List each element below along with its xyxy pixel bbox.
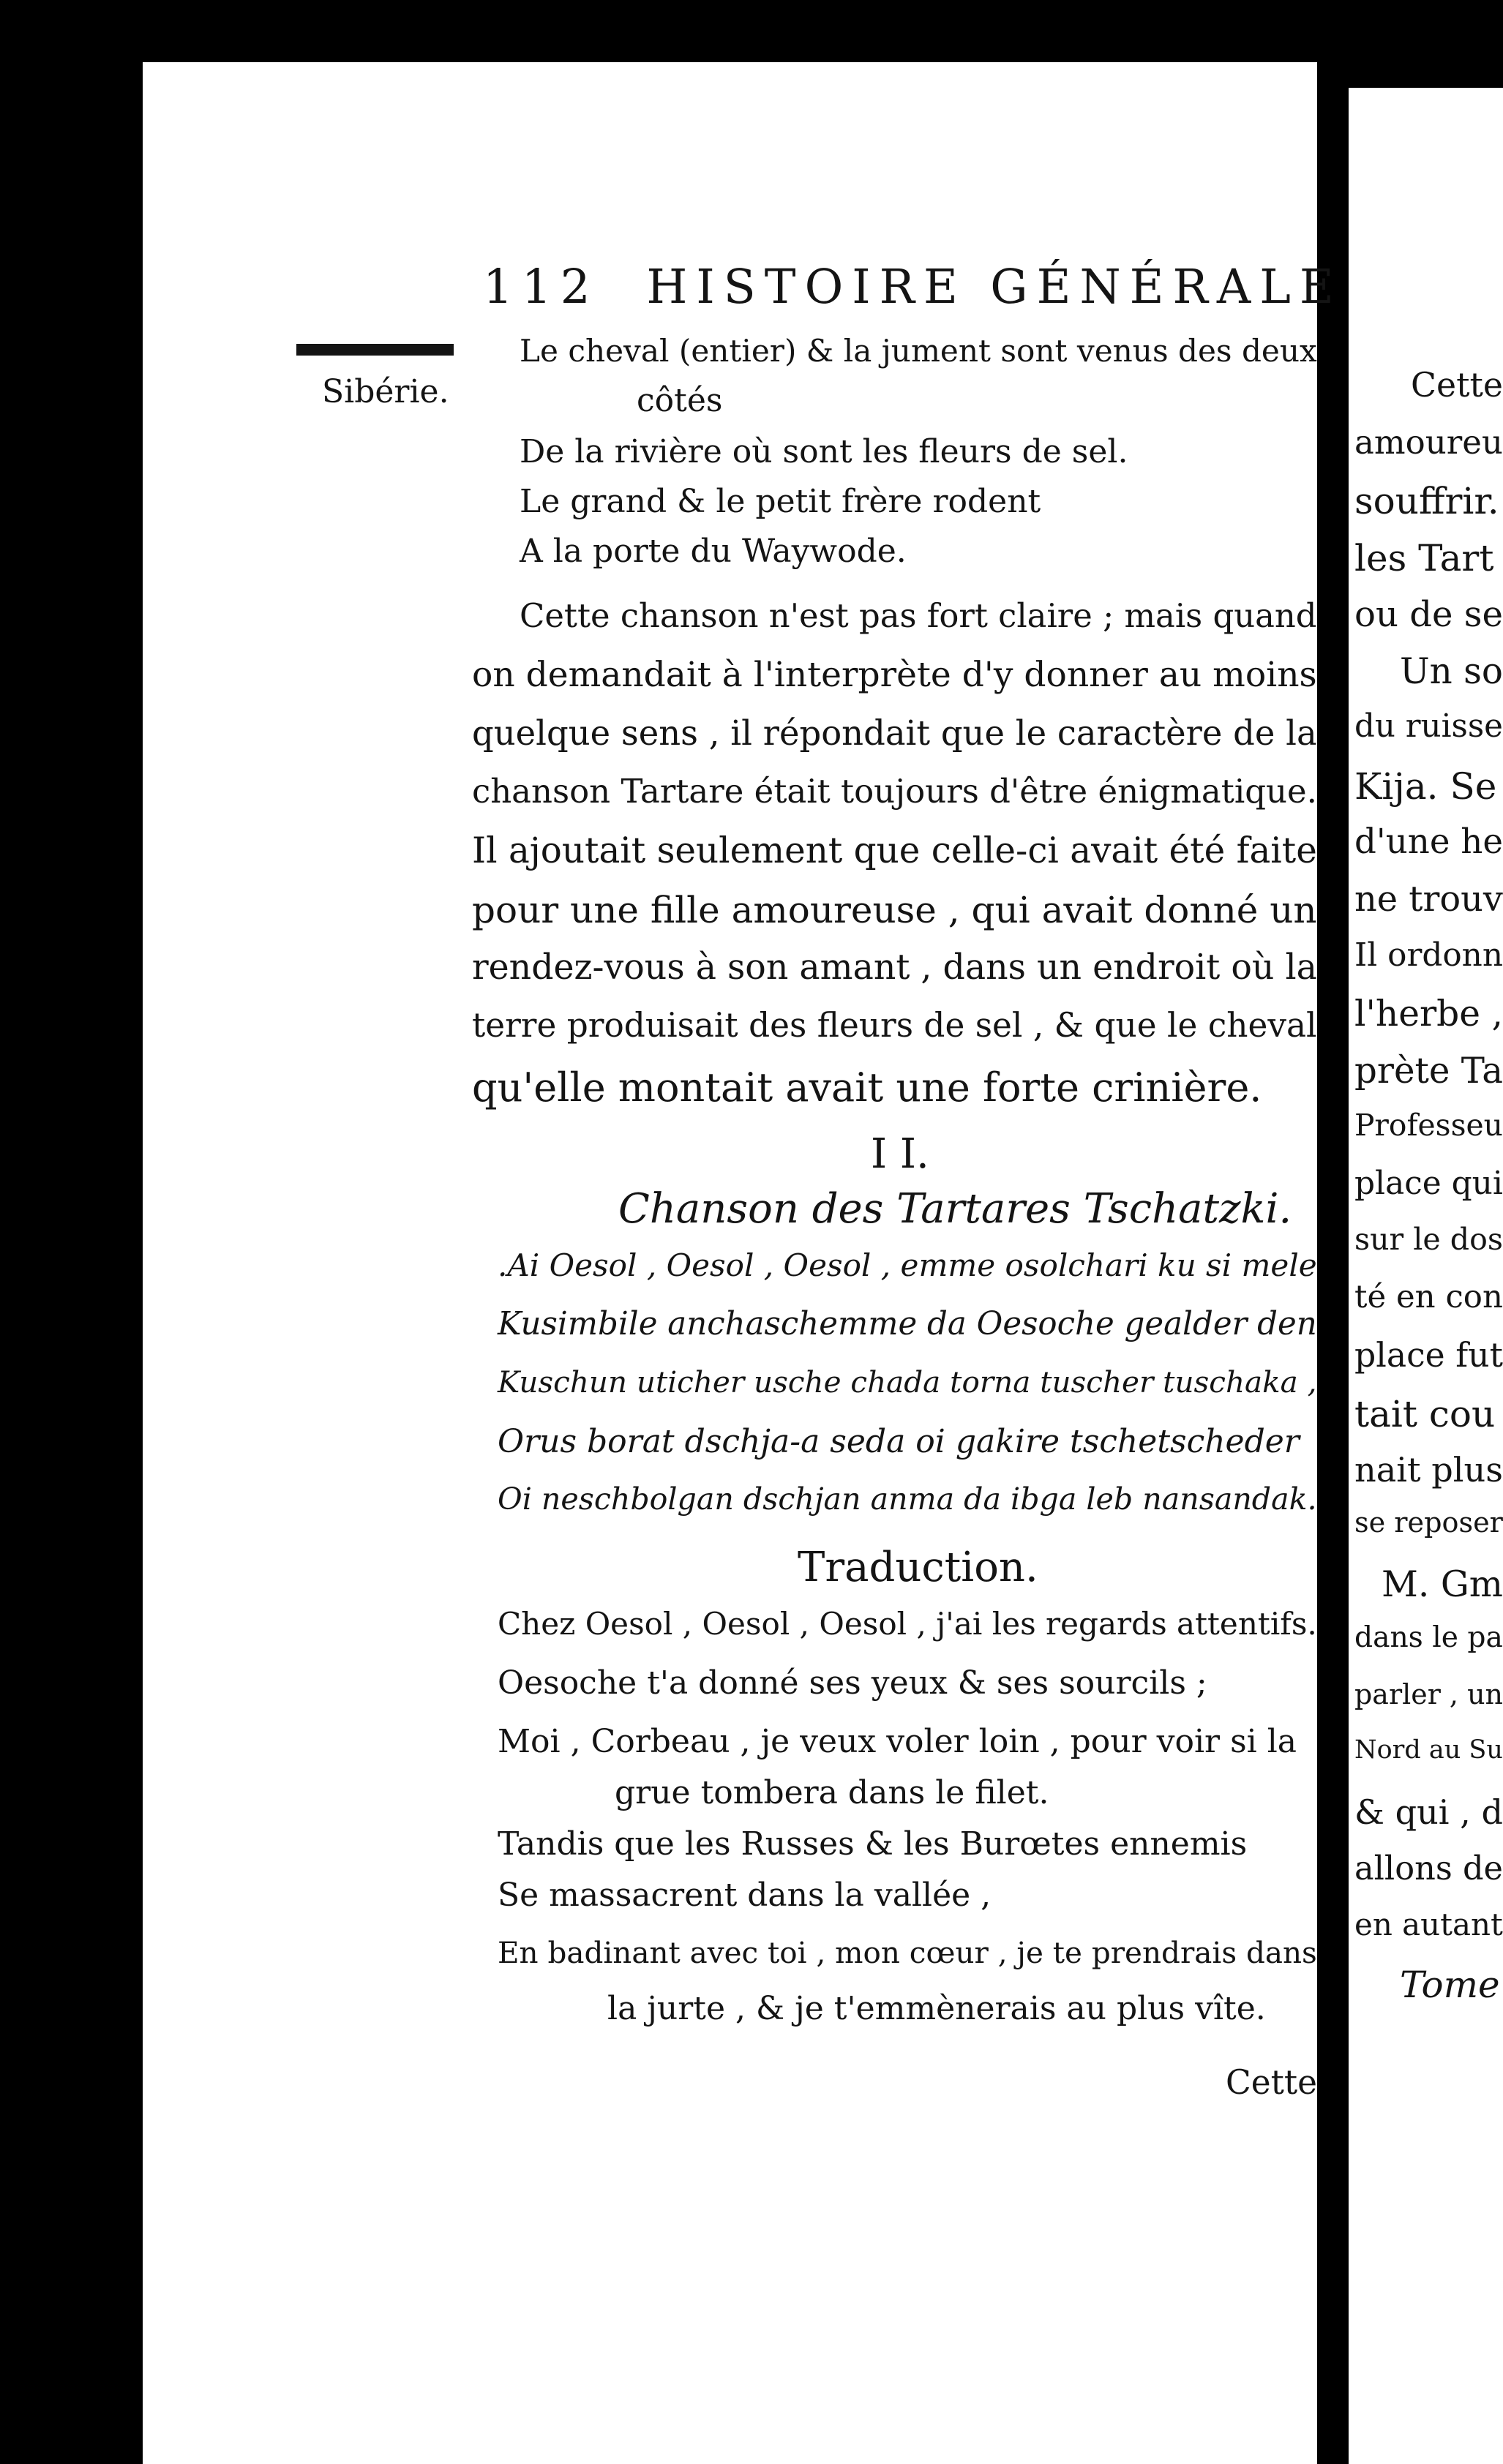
next-page-line: tait cou xyxy=(1354,1393,1496,1435)
running-head xyxy=(483,260,1343,315)
translation-line: Chez Oesol , Oesol , Oesol , j'ai les regards attentifs. xyxy=(498,1606,1317,1642)
next-page-line: parler , un xyxy=(1354,1678,1503,1710)
paragraph-line: qu'elle montait avait une forte crinière. xyxy=(472,1064,1262,1111)
next-page-line: amoureu xyxy=(1354,423,1503,462)
verse-line: côtés xyxy=(637,382,723,419)
translation-line: Tandis que les Russes & les Burœtes ennemis xyxy=(498,1825,1248,1863)
page-number: 112 xyxy=(483,260,599,315)
next-page-line: Tome xyxy=(1400,1964,1500,2006)
paragraph-line: pour une fille amoureuse , qui avait donné un xyxy=(472,889,1317,931)
tartar-verse-line: Oi neschbolgan dschjan anma da ibga leb nansandak. xyxy=(498,1481,1317,1517)
paragraph-line: on demandait à l'interprète d'y donner au moins xyxy=(472,655,1317,695)
verse-line: De la rivière où sont les fleurs de sel. xyxy=(520,433,1128,470)
next-page-line: Professeu xyxy=(1354,1108,1503,1143)
next-page-line: té en con xyxy=(1354,1279,1503,1315)
next-page-line: ne trouv xyxy=(1354,879,1503,920)
verse-line: A la porte du Waywode. xyxy=(520,533,907,570)
next-page-line: sur le dos xyxy=(1354,1222,1503,1257)
next-page-line: allons de xyxy=(1354,1849,1503,1888)
right-page-fragment xyxy=(1349,88,1503,2464)
next-page-line: en autant xyxy=(1354,1907,1503,1942)
catchword: Cette xyxy=(1226,2063,1317,2102)
next-page-line: les Tart xyxy=(1354,537,1494,579)
next-page-line: dans le pa xyxy=(1354,1621,1503,1654)
running-title: HISTOIRE GÉNÉRALE xyxy=(646,260,1343,315)
next-page-line: Cette xyxy=(1411,366,1503,405)
translation-heading: Traduction. xyxy=(798,1544,1038,1591)
next-page-line: souffrir. xyxy=(1354,480,1499,522)
translation-line: Oesoche t'a donné ses yeux & ses sourcils ; xyxy=(498,1664,1207,1702)
paragraph-line: Il ajoutait seulement que celle-ci avait été faite xyxy=(472,830,1317,871)
next-page-line: se reposer xyxy=(1354,1507,1503,1539)
verse-line: Le grand & le petit frère rodent xyxy=(520,483,1041,520)
next-page-line: l'herbe , xyxy=(1354,994,1503,1034)
next-page-line: Il ordonn xyxy=(1354,936,1503,974)
next-page-line: place qui xyxy=(1354,1165,1503,1202)
next-page-line: place fut xyxy=(1354,1336,1503,1375)
tartar-verse-line: .Ai Oesol , Oesol , Oesol , emme osolchari ku si mele xyxy=(498,1247,1317,1283)
paragraph-line: quelque sens , il répondait que le caractère de la xyxy=(472,713,1317,753)
next-page-line: Nord au Su xyxy=(1354,1735,1503,1765)
tartar-verse-line: Kuschun uticher usche chada torna tuscher tuschaka , xyxy=(498,1364,1317,1400)
paragraph-line: Cette chanson n'est pas fort claire ; mais quand xyxy=(520,596,1317,635)
section-title: Chanson des Tartares Tschatzki. xyxy=(618,1185,1292,1233)
next-page-line: Un so xyxy=(1400,651,1503,692)
next-page-line: Kija. Se xyxy=(1354,765,1497,808)
paragraph-line: terre produisait des fleurs de sel , & que le cheval xyxy=(472,1006,1317,1045)
next-page-line: ou de se xyxy=(1354,594,1503,635)
tartar-verse-line: Kusimbile anchaschemme da Oesoche gealder den xyxy=(498,1306,1317,1342)
next-page-line: prète Ta xyxy=(1354,1051,1503,1092)
next-page-line: & qui , d xyxy=(1354,1792,1503,1832)
paragraph-line: rendez-vous à son amant , dans un endroit où la xyxy=(472,947,1317,988)
next-page-line: nait plus xyxy=(1354,1450,1503,1490)
translation-line: grue tombera dans le filet. xyxy=(615,1774,1049,1811)
translation-line: En badinant avec toi , mon cœur , je te prendrais dans xyxy=(498,1935,1317,1970)
paragraph-line: chanson Tartare était toujours d'être énigmatique. xyxy=(472,772,1317,811)
translation-line: Se massacrent dans la vallée , xyxy=(498,1877,992,1914)
verse-line: Le cheval (entier) & la jument sont venus des deux xyxy=(520,333,1317,369)
next-page-line: d'une he xyxy=(1354,822,1503,862)
translation-line: la jurte , & je t'emmènerais au plus vîte. xyxy=(607,1990,1266,2027)
translation-line: Moi , Corbeau , je veux voler loin , pour voir si la xyxy=(498,1723,1297,1760)
next-page-line: du ruisse xyxy=(1354,708,1503,745)
tartar-verse-line: Orus borat dschja-a seda oi gakire tschetscheder xyxy=(498,1423,1300,1460)
section-number: I I. xyxy=(871,1130,929,1178)
next-page-line: M. Gm xyxy=(1382,1564,1503,1605)
book-gutter xyxy=(1317,62,1349,2464)
margin-note: Sibérie. xyxy=(322,373,449,410)
margin-rule xyxy=(296,344,454,356)
